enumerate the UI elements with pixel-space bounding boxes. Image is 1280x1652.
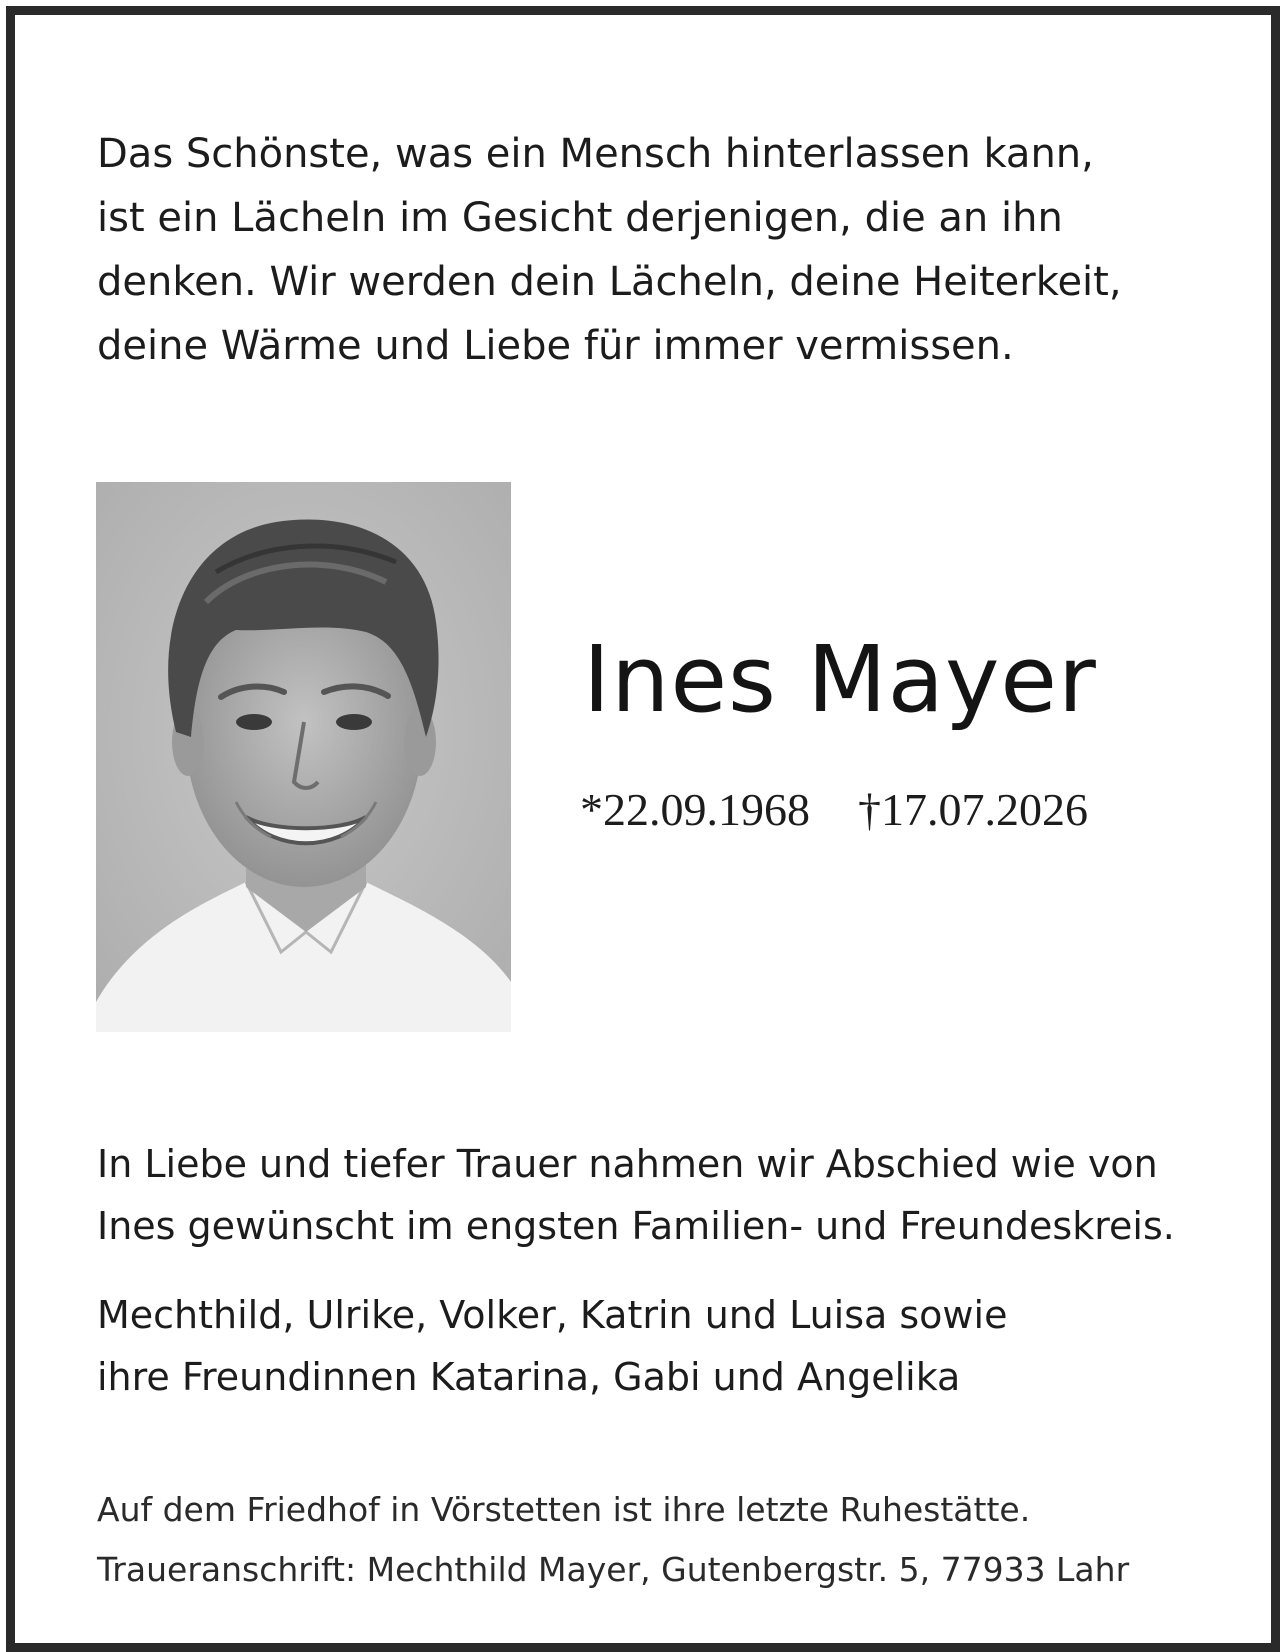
mourning-line: Ines gewünscht im engsten Familien- und Freundeskreis.	[97, 1204, 1175, 1248]
deceased-name: Ines Mayer	[583, 626, 1097, 733]
portrait-photo	[96, 482, 511, 1032]
mourners-list	[97, 1284, 1217, 1408]
burial-line: Auf dem Friedhof in Vörstetten ist ihre letzte Ruhestätte.	[97, 1490, 1031, 1529]
death-date: †17.07.2026	[858, 784, 1088, 835]
quote-line: ist ein Lächeln im Gesicht derjenigen, die an ihn	[97, 195, 1063, 241]
mourners-line: Mechthild, Ulrike, Volker, Katrin und Luisa sowie	[97, 1293, 1008, 1337]
birth-date: *22.09.1968	[580, 784, 810, 835]
quote-line: deine Wärme und Liebe für immer vermissen.	[97, 323, 1014, 369]
life-dates	[580, 782, 1088, 838]
mourning-statement	[97, 1133, 1217, 1257]
memorial-quote	[97, 122, 1217, 378]
quote-line: denken. Wir werden dein Lächeln, deine Heiterkeit,	[97, 259, 1122, 305]
burial-info	[97, 1480, 1217, 1600]
address-line: Traueranschrift: Mechthild Mayer, Gutenbergstr. 5, 77933 Lahr	[97, 1550, 1130, 1589]
mourners-line: ihre Freundinnen Katarina, Gabi und Angelika	[97, 1355, 961, 1399]
quote-line: Das Schönste, was ein Mensch hinterlassen kann,	[97, 131, 1094, 177]
mourning-line: In Liebe und tiefer Trauer nahmen wir Abschied wie von	[97, 1142, 1158, 1186]
